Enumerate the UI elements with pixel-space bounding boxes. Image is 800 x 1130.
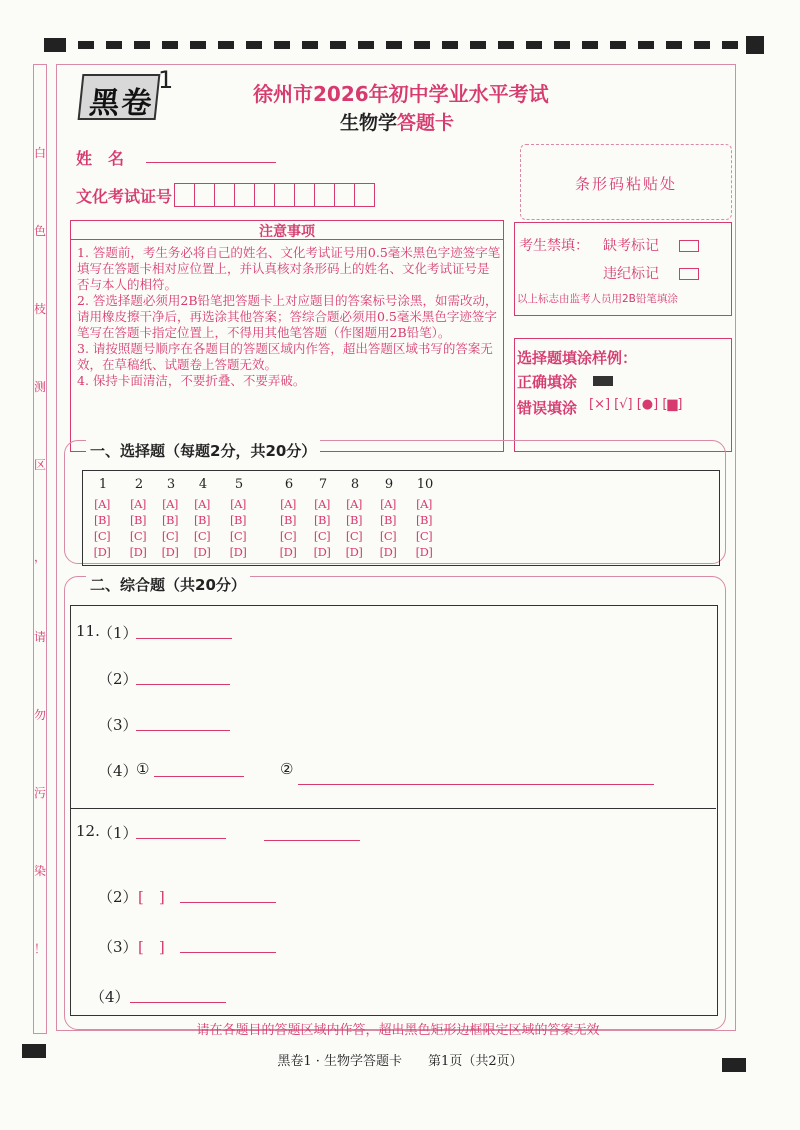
exam-id-cell[interactable]: [215, 184, 235, 206]
choice-option-bubble[interactable]: [A]: [230, 497, 246, 511]
violation-mark-box[interactable]: [679, 268, 699, 280]
choice-option-bubble[interactable]: [D]: [345, 545, 363, 559]
q11-part3-answer[interactable]: [136, 730, 230, 731]
choice-grid: [82, 470, 720, 566]
timing-mark: [106, 41, 122, 49]
sample-title: 选择题填涂样例：: [517, 349, 638, 367]
timing-mark: [526, 41, 542, 49]
choice-option-bubble[interactable]: [B]: [162, 513, 178, 527]
timing-mark: [498, 41, 514, 49]
name-label: 姓 名: [76, 149, 125, 168]
exam-title: 徐州市2026年初中学业水平考试: [253, 82, 549, 106]
logo-number: 1: [158, 66, 174, 94]
wrong-fill-samples: [×] [√] [●] [▆]: [589, 397, 683, 412]
choice-option-bubble[interactable]: [D]: [279, 545, 297, 559]
choice-question-number: 1: [98, 477, 108, 492]
forbid-note: 以上标志由监考人员用2B铅笔填涂: [517, 293, 678, 305]
side-notice-char: 区: [33, 458, 46, 472]
choice-option-bubble[interactable]: [D]: [129, 545, 147, 559]
choice-question-number: 8: [350, 477, 360, 492]
q12-part4-label: （4）: [90, 988, 130, 1006]
choice-option-bubble[interactable]: [A]: [94, 497, 110, 511]
exam-id-cell[interactable]: [355, 184, 374, 206]
q12-part3-answer[interactable]: [180, 952, 276, 953]
timing-mark: [190, 41, 206, 49]
choice-question-number: 10: [416, 477, 434, 492]
timing-mark: [722, 41, 738, 49]
q12-part1-label: （1）: [98, 824, 138, 842]
timing-mark: [582, 41, 598, 49]
wrong-fill-label: 错误填涂: [517, 399, 578, 417]
fill-sample-box: [514, 338, 732, 452]
choice-option-bubble[interactable]: [C]: [93, 529, 111, 543]
side-notice-char: 枝: [33, 302, 46, 316]
exam-id-cell[interactable]: [235, 184, 255, 206]
timing-mark: [302, 41, 318, 49]
timing-mark: [358, 41, 374, 49]
exam-id-cell[interactable]: [295, 184, 315, 206]
q12-number: 12.: [76, 822, 100, 840]
timing-mark: [414, 41, 430, 49]
choice-option-bubble[interactable]: [B]: [314, 513, 330, 527]
choice-option-bubble[interactable]: [C]: [379, 529, 397, 543]
q12-part3-bracket[interactable]: [ ]: [138, 938, 165, 956]
choice-option-bubble[interactable]: [A]: [280, 497, 296, 511]
choice-option-bubble[interactable]: [C]: [161, 529, 179, 543]
timing-mark: [134, 41, 150, 49]
choice-option-bubble[interactable]: [A]: [130, 497, 146, 511]
correct-fill-sample: [593, 376, 613, 386]
absent-mark-box[interactable]: [679, 240, 699, 252]
q11-part4-answer2[interactable]: [298, 784, 654, 785]
notice-box: [70, 220, 504, 452]
choice-option-bubble[interactable]: [C]: [345, 529, 363, 543]
violation-mark-label: 违纪标记: [603, 266, 659, 282]
exam-id-cell[interactable]: [275, 184, 295, 206]
choice-option-bubble[interactable]: [A]: [194, 497, 210, 511]
exam-id-cell[interactable]: [255, 184, 275, 206]
exam-id-cell[interactable]: [175, 184, 195, 206]
page-footer: 黑卷1 · 生物学答题卡 第1页（共2页）: [277, 1054, 523, 1069]
exam-id-label: 文化考试证号: [76, 187, 173, 206]
choice-option-bubble[interactable]: [B]: [194, 513, 210, 527]
choice-option-bubble[interactable]: [D]: [415, 545, 433, 559]
exam-id-cell[interactable]: [195, 184, 215, 206]
choice-option-bubble[interactable]: [B]: [416, 513, 432, 527]
timing-mark: [694, 41, 710, 49]
timing-mark: [246, 41, 262, 49]
timing-mark: [274, 41, 290, 49]
correct-fill-label: 正确填涂: [517, 373, 578, 391]
exam-id-cell[interactable]: [335, 184, 355, 206]
choice-option-bubble[interactable]: [A]: [346, 497, 362, 511]
side-notice-char: 白: [33, 146, 46, 160]
choice-option-bubble[interactable]: [A]: [380, 497, 396, 511]
choice-option-bubble[interactable]: [A]: [416, 497, 432, 511]
timing-mark: [610, 41, 626, 49]
side-notice-char: 色: [33, 224, 46, 238]
choice-option-bubble[interactable]: [C]: [129, 529, 147, 543]
q12-part2-answer[interactable]: [180, 902, 276, 903]
choice-option-bubble[interactable]: [D]: [161, 545, 179, 559]
choice-question-number: 4: [198, 477, 208, 492]
choice-option-bubble[interactable]: [B]: [94, 513, 110, 527]
timing-mark: [638, 41, 654, 49]
choice-option-bubble[interactable]: [B]: [380, 513, 396, 527]
q11-part2-answer[interactable]: [136, 684, 230, 685]
choice-option-bubble[interactable]: [A]: [314, 497, 330, 511]
choice-option-bubble[interactable]: [A]: [162, 497, 178, 511]
choice-option-bubble[interactable]: [D]: [313, 545, 331, 559]
choice-question-number: 7: [318, 477, 328, 492]
choice-question-number: 2: [134, 477, 144, 492]
choice-option-bubble[interactable]: [B]: [230, 513, 246, 527]
section1-title: 一、选择题（每题2分，共20分）: [86, 440, 320, 461]
choice-option-bubble[interactable]: [C]: [193, 529, 211, 543]
timing-mark: [218, 41, 234, 49]
timing-mark: [470, 41, 486, 49]
q11-part4-blank1-marker: ①: [136, 760, 150, 778]
notice-item: 3. 请按照题号顺序在各题目的答题区域内作答，超出答题区域书写的答案无效，在草稿纸、试题卷上答题无效。: [77, 341, 493, 372]
barcode-label: 条形码粘贴处: [574, 175, 677, 193]
q12-part1-answer2[interactable]: [264, 840, 360, 841]
side-notice-char: 测: [33, 380, 46, 394]
choice-option-bubble[interactable]: [D]: [93, 545, 111, 559]
logo-text: 黑卷: [87, 86, 156, 121]
notice-item: 1. 答题前，考生务必将自己的姓名、文化考试证号用0.5毫米黑色字迹签字笔填写在答题卡相对应位置上，并认真核对条形码上的姓名、文化考试证号是否与本人的相符。: [77, 245, 501, 292]
choice-question-number: 9: [384, 477, 394, 492]
side-notice-char: 勿: [33, 708, 46, 722]
q11-part4-blank2-marker: ②: [280, 760, 294, 778]
side-notice-char: 污: [33, 786, 46, 800]
q12-part2-bracket[interactable]: [ ]: [138, 888, 165, 906]
choice-question-number: 3: [166, 477, 176, 492]
logo-badge: [78, 74, 161, 120]
timing-mark: [162, 41, 178, 49]
q11-part4-label: （4）: [98, 762, 138, 780]
q11-number: 11.: [76, 622, 100, 640]
exam-id-cells[interactable]: [174, 183, 375, 207]
timing-mark: [386, 41, 402, 49]
side-notice-char: ！: [33, 942, 46, 956]
timing-mark: [442, 41, 458, 49]
side-notice-char: 请: [33, 630, 46, 644]
exam-id-cell[interactable]: [315, 184, 335, 206]
choice-option-bubble[interactable]: [B]: [280, 513, 296, 527]
choice-question-number: 5: [234, 477, 244, 492]
question-divider: [70, 808, 716, 809]
choice-option-bubble[interactable]: [D]: [193, 545, 211, 559]
name-field[interactable]: [146, 162, 276, 163]
timing-marks-top: [44, 38, 764, 52]
choice-option-bubble[interactable]: [B]: [130, 513, 146, 527]
choice-question-number: 6: [284, 477, 294, 492]
notice-item: 4. 保持卡面清洁，不要折叠、不要弄破。: [77, 373, 306, 388]
q12-part2-label: （2）: [98, 888, 138, 906]
barcode-area: [520, 144, 732, 220]
q12-part3-label: （3）: [98, 938, 138, 956]
card-title: [340, 108, 454, 135]
timing-mark: [666, 41, 682, 49]
q11-part2-label: （2）: [98, 670, 138, 688]
timing-mark: [44, 38, 66, 52]
corner-mark-top-right: [746, 36, 764, 54]
choice-option-bubble[interactable]: [C]: [313, 529, 331, 543]
q11-part4-answer1[interactable]: [154, 776, 244, 777]
examiner-only-box: [514, 222, 732, 316]
subject-name: 生物学: [340, 112, 398, 134]
timing-mark: [554, 41, 570, 49]
answer-area-warning: 请在各题目的答题区域内作答，超出黑色矩形边框限定区域的答案无效: [196, 1023, 600, 1038]
notice-item: 2. 答选择题必须用2B铅笔把答题卡上对应题目的答案标号涂黑，如需改动，请用橡皮擦干净后，再选涂其他答案；答综合题必须用0.5毫米黑色字迹签字笔写在答题卡指定位置上，不得用其他笔答题（作图题用2B铅笔）。: [77, 293, 498, 340]
choice-option-bubble[interactable]: [C]: [279, 529, 297, 543]
section2-title: 二、综合题（共20分）: [86, 574, 250, 595]
card-word: 答题卡: [397, 112, 455, 134]
q12-part1-answer1[interactable]: [136, 838, 226, 839]
answer-area: [70, 605, 718, 1016]
choice-option-bubble[interactable]: [C]: [229, 529, 247, 543]
forbid-label: 考生禁填：: [519, 238, 589, 254]
timing-mark: [330, 41, 346, 49]
q11-part1-label: （1）: [98, 624, 138, 642]
notice-list: [77, 245, 501, 389]
q11-part3-label: （3）: [98, 716, 138, 734]
choice-option-bubble[interactable]: [D]: [379, 545, 397, 559]
timing-mark: [78, 41, 94, 49]
choice-option-bubble[interactable]: [D]: [229, 545, 247, 559]
q12-part4-answer[interactable]: [130, 1002, 226, 1003]
side-notice-char: 染: [33, 864, 46, 878]
absent-mark-label: 缺考标记: [603, 238, 659, 254]
choice-option-bubble[interactable]: [B]: [346, 513, 362, 527]
side-notice-char: ，: [33, 550, 46, 564]
notice-title: 注意事项: [71, 221, 503, 240]
q11-part1-answer[interactable]: [136, 638, 232, 639]
choice-option-bubble[interactable]: [C]: [415, 529, 433, 543]
